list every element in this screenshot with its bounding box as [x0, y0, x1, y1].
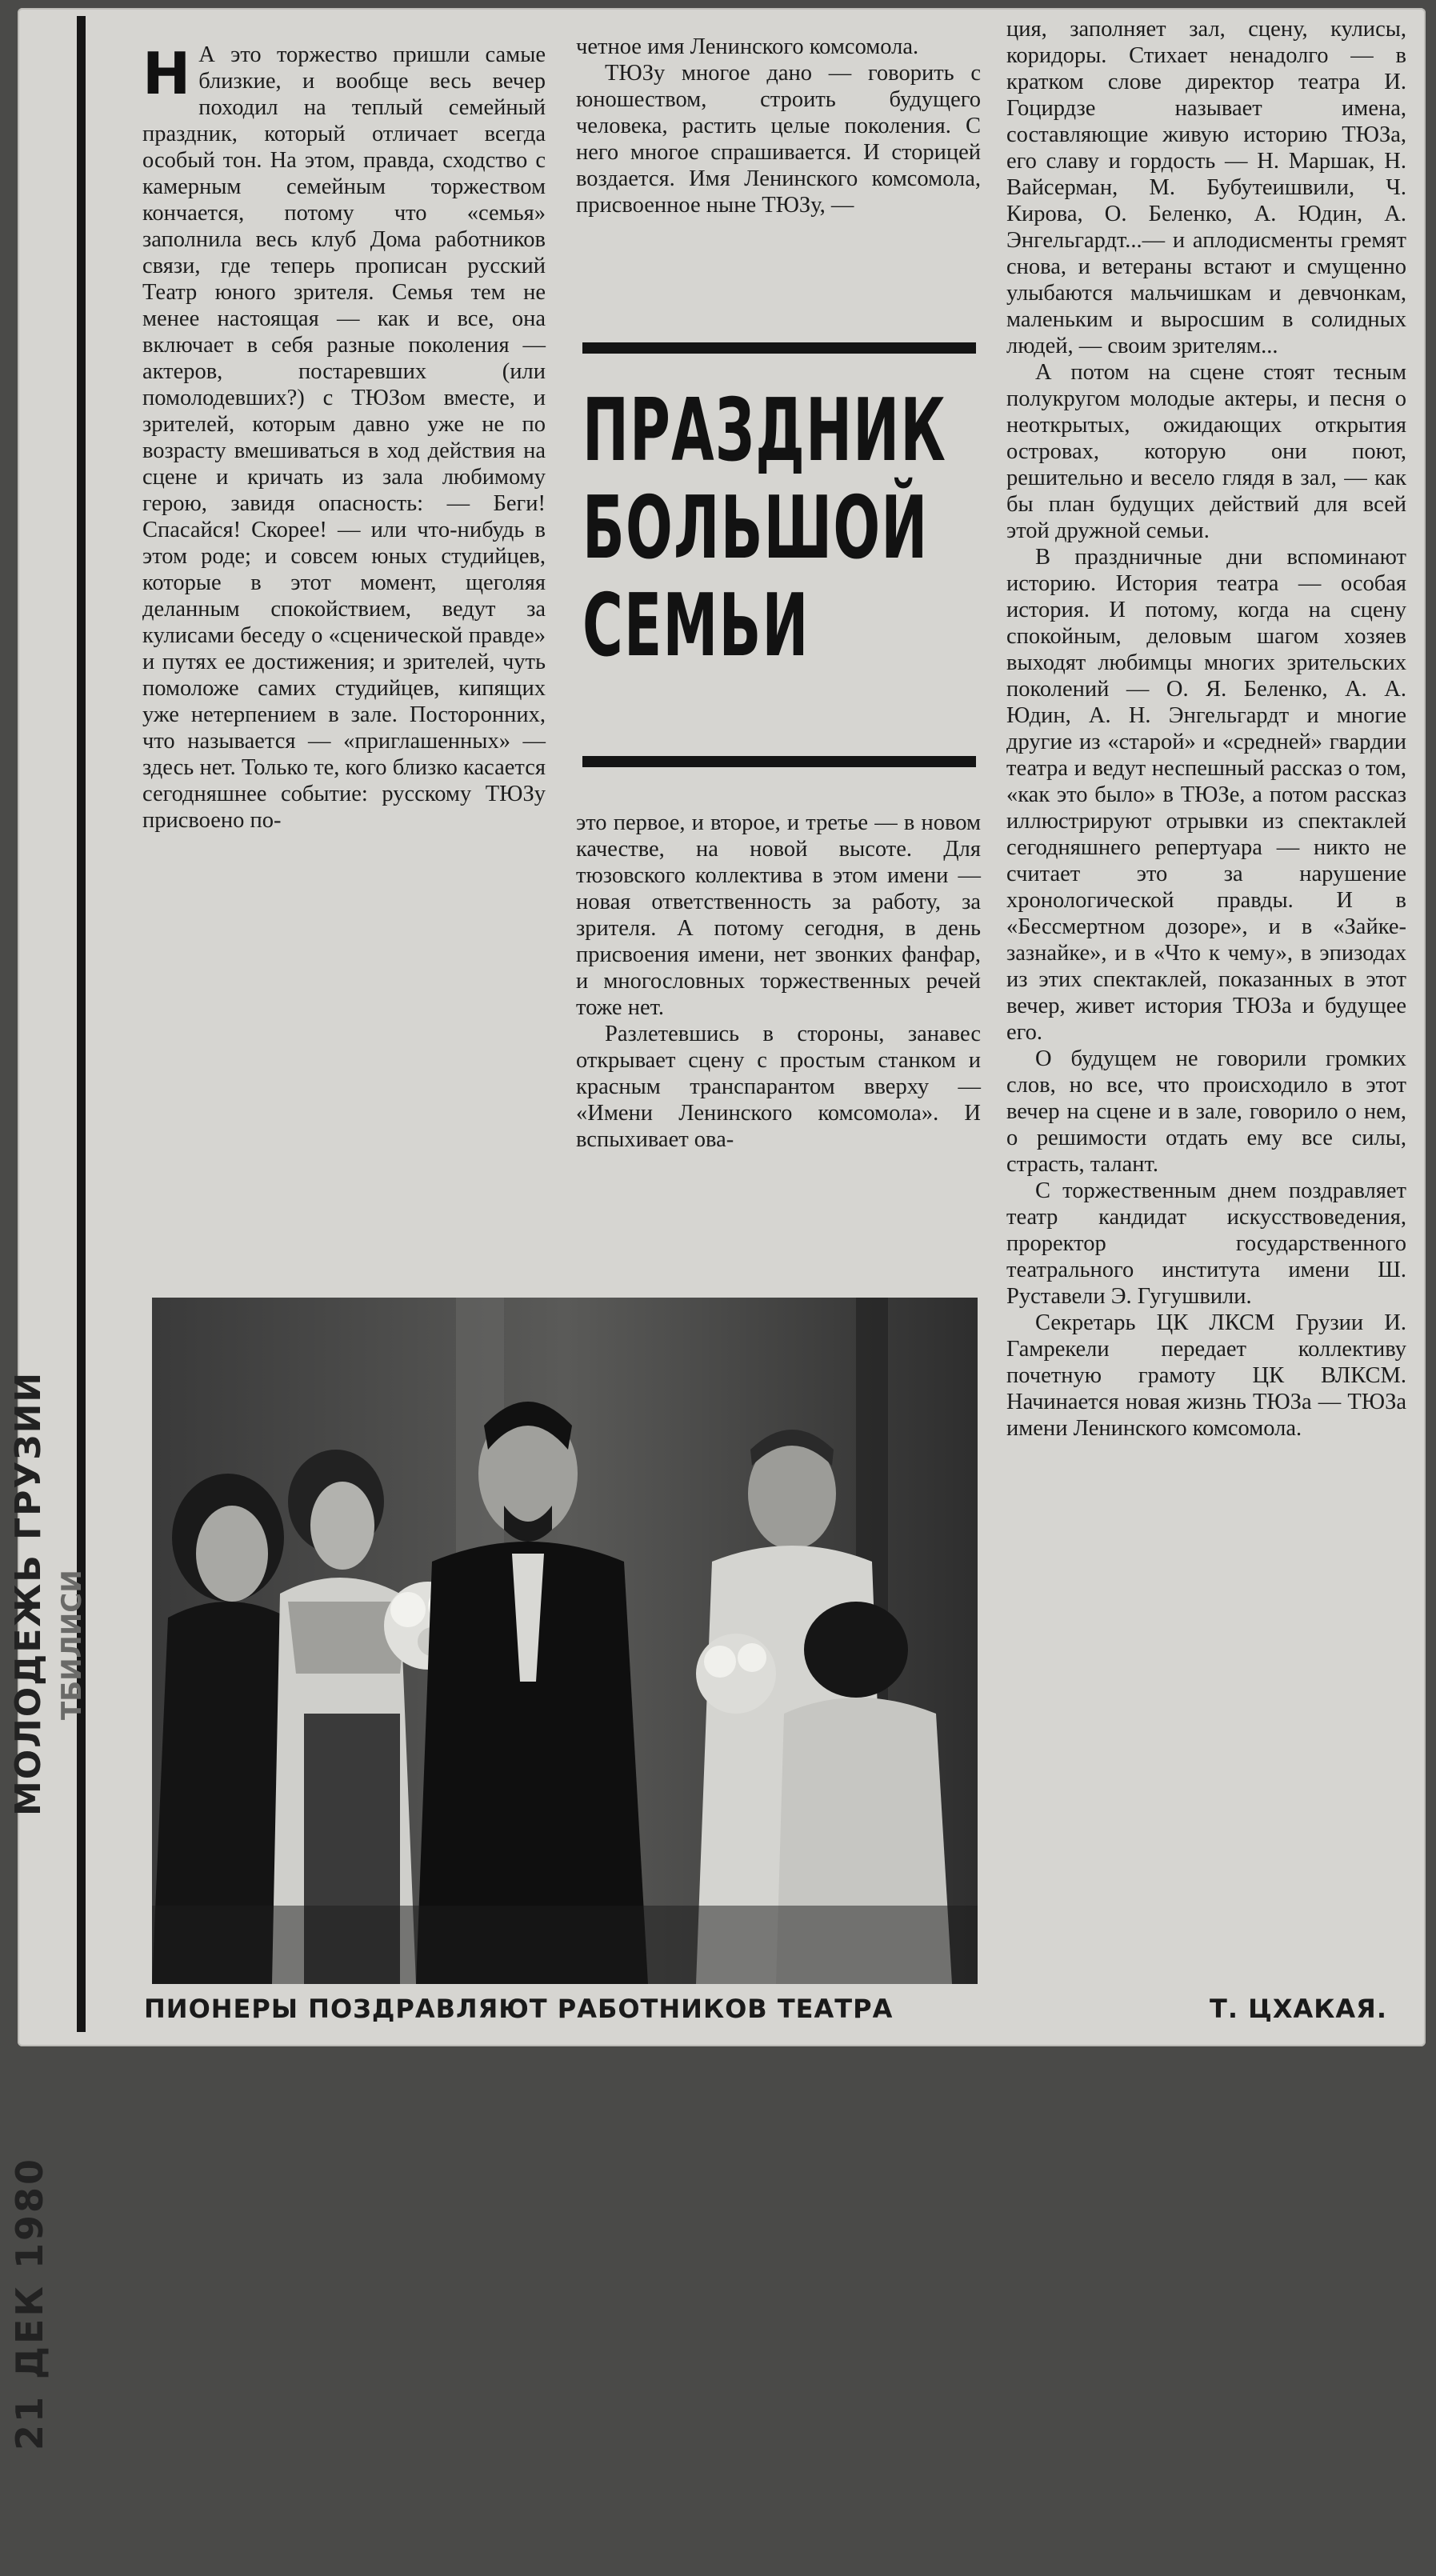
paragraph: ция, заполняет зал, сцену, кулисы, коридоры. Стихает ненадолго — в кратком слове директор театра И. Гоцирдзе называет имена, составляющие живую историю ТЮЗа, его славу и гордость — Н. Маршак, Н. Вайсерман, М. Бубутеишвили, Ч. Кирова, О. Беленко, А. Юдин, А. Энгельгардт...— и аплодисменты гремят снова, и ветераны встают и смущенно улыбаются мальчишкам и девчонкам, маленьким и выросшим в солидных людей, — своим зрителям... — [1006, 17, 1406, 358]
news-photo — [152, 1298, 978, 1984]
newspaper-name: МОЛОДЕЖЬ ГРУЗИИ — [8, 1370, 49, 1816]
photo-scene — [152, 1298, 978, 1984]
headline — [582, 381, 947, 742]
paragraph: четное имя Ленинского комсомола. — [576, 34, 919, 59]
paragraph: Секретарь ЦК ЛКСМ Грузии И. Гамрекели передает коллективу почетную грамоту ЦК ВЛКСМ. Начинается новая жизнь ТЮЗа — ТЮЗа имени Ленинского комсомола. — [1006, 1310, 1406, 1441]
article-column-1 — [142, 42, 546, 1274]
paragraph: В праздничные дни вспоминают историю. История театра — особая история. И потому, когда на сцену спокойным, деловым шагом хозяев выходят любимцы многих зрительских поколений — О. Я. Беленко, А. А. Юдин, А. Н. Энгельгардт и многие другие из «старой» и «средней» гвардии театра и ведут неспешный рассказ о том, «как это было» в ТЮЗе, а потом рассказ иллюстрируют отрывки из спектаклей сегодняшнего репертуара — никто не считает это за нарушение хронологической правды. И в «Бессмертном дозоре», и в «Зайке-зазнайке», и в «Что к чему», в эпизодах из этих спектаклей, показанных в этот вечер, живет история ТЮЗа и будущее его. — [1006, 545, 1406, 1045]
article-column-3 — [1006, 16, 1406, 1976]
byline: Т. ЦХАКАЯ. — [1210, 1994, 1387, 2024]
paragraph: О будущем не говорили громких слов, но все, что происходило в этот вечер на сцене и в зале, говорило о нем, о решимости отдать ему все силы, страсть, талант. — [1006, 1046, 1406, 1177]
photo-caption: ПИОНЕРЫ ПОЗДРАВЛЯЮТ РАБОТНИКОВ ТЕАТРА — [144, 1994, 894, 2024]
headline-rule-top — [582, 342, 976, 354]
article-column-2-bottom — [576, 810, 981, 1274]
paragraph: С торжественным днем поздравляет театр кандидат искусствоведения, проректор государственного театрального института имени Ш. Руставели Э. Гугушвили. — [1006, 1178, 1406, 1309]
headline-line: БОЛЬШОЙ — [582, 478, 929, 578]
date-stamp: 21 ДЕК 1980 — [8, 2156, 51, 2450]
headline-line: ПРАЗДНИК — [582, 381, 947, 481]
city-stamp: ТБИЛИСИ — [56, 1570, 88, 1720]
paragraph: это первое, и второе, и третье — в новом качестве, на новой высоте. Для тюзовского коллектива в этом имени — новая ответственность за работу, за зрителя. А потому сегодня, в день присвоения имени, нет звонких фанфар, и многословных торжественных речей тоже нет. — [576, 810, 981, 1020]
paragraph: А это торжество пришли самые близкие, и вообще весь вечер походил на теплый семейный праздник, который отличает всегда особый тон. На этом, правда, сходство с камерным семейным торжеством кончается, потому что «семья» заполнила весь клуб Дома работников связи, где теперь прописан русский Театр юного зрителя. Семья тем не менее настоящая — как и все, она включает в себя разные поколения — актеров, постаревших (или помолодевших?) с ТЮЗом вместе, и зрителей, которым давно уже не по возрасту вмешиваться в ход действия на сцене и кричать из зала любимому герою, завидя опасность: — Беги! Спасайся! Скорее! — или что-нибудь в этом роде; и совсем юных студийцев, которые в этот момент, щеголяя деланным спокойствием, ведут за кулисами беседу о «сценической правде» и путях ее достижения; и зрителей, чуть помоложе самих студийцев, кипящих уже нетерпением в зале. Посторонних, что называется — «приглашенных» — здесь нет. Только те, кого близко касается сегодняшнее событие: русскому ТЮЗу присвоено по- — [142, 42, 546, 833]
paragraph: Разлетевшись в стороны, занавес открывает сцену с простым станком и красным транспарантом вверху — «Имени Ленинского комсомола». И вспыхивает ова- — [576, 1022, 981, 1152]
paragraph: ТЮЗу многое дано — говорить с юношеством, строить будущего человека, растить целые поколения. С него многое спрашивается. И сторицей воздается. Имя Ленинского комсомола, присвоенное ныне ТЮЗу, — — [576, 61, 981, 218]
article-column-2-top — [576, 34, 981, 298]
headline-rule-bottom — [582, 756, 976, 767]
headline-line: СЕМЬИ — [582, 576, 810, 676]
drop-cap: Н — [142, 40, 191, 107]
paragraph: А потом на сцене стоят тесным полукругом молодые актеры, и песня о неоткрытых, ожидающих открытия островах, которую они поют, решительно и весело глядя в зал, — как бы план будущих действий для всей этой дружной семьи. — [1006, 360, 1406, 543]
